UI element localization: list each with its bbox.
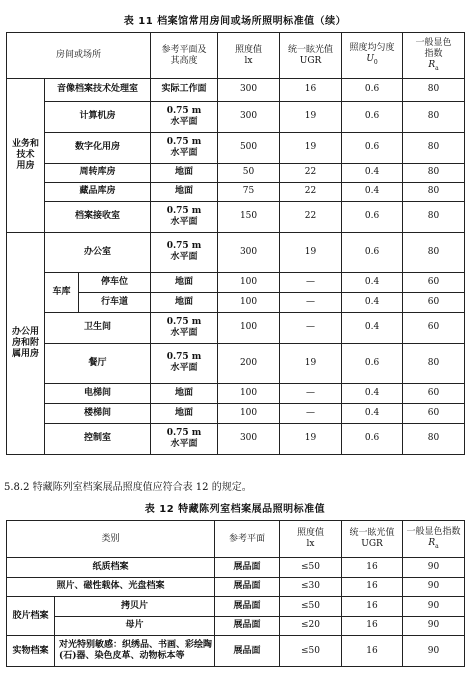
header-category: 类别	[7, 521, 215, 558]
ugr: 16	[342, 616, 403, 636]
film-group: 胶片档案	[7, 597, 55, 636]
ra: 90	[403, 558, 465, 578]
plane: 0.75 m 水平面	[151, 132, 218, 163]
room-name: 音像档案技术处理室	[45, 79, 151, 102]
table-row	[7, 132, 465, 163]
ugr: 16	[280, 79, 342, 102]
ugr: 16	[342, 577, 403, 597]
plane: 地面	[151, 383, 218, 403]
u0: 0.4	[342, 182, 403, 201]
ra: 60	[403, 272, 465, 292]
ra: 80	[403, 232, 465, 272]
category-name: 母片	[55, 616, 215, 636]
ra: 80	[403, 423, 465, 454]
table-row	[7, 636, 465, 667]
ugr: 16	[342, 636, 403, 667]
plane: 0.75 m 水平面	[151, 312, 218, 343]
room-name: 藏品库房	[45, 182, 151, 201]
lux: 300	[218, 232, 280, 272]
table-row	[7, 383, 465, 403]
plane: 0.75 m 水平面	[151, 343, 218, 383]
lux: 100	[218, 272, 280, 292]
ugr: 22	[280, 182, 342, 201]
table-12-header-row	[7, 521, 465, 558]
ugr: —	[280, 312, 342, 343]
ra: 90	[403, 636, 465, 667]
ra: 80	[403, 182, 465, 201]
lux: 300	[218, 101, 280, 132]
header-ugr: 统一眩光值 UGR	[342, 521, 403, 558]
header-lux: 照度值 lx	[280, 521, 342, 558]
table-row	[7, 312, 465, 343]
plane: 0.75 m 水平面	[151, 423, 218, 454]
header-ugr: 统一眩光值 UGR	[280, 33, 342, 79]
lux: ≤30	[280, 577, 342, 597]
ra: 90	[403, 577, 465, 597]
lux: 100	[218, 403, 280, 423]
table-12-caption: 表 12 特藏陈列室档案展品照明标准值	[144, 504, 326, 515]
lux: 150	[218, 201, 280, 232]
ugr: 22	[280, 163, 342, 182]
table-row	[7, 232, 465, 272]
lux: ≤50	[280, 597, 342, 617]
clause-5-8-2: 5.8.2 特藏陈列室档案展品照度值应符合表 12 的规定。	[4, 482, 252, 493]
room-name: 计算机房	[45, 101, 151, 132]
lux: 300	[218, 423, 280, 454]
u0: 0.6	[342, 232, 403, 272]
object-group: 实物档案	[7, 636, 55, 667]
ugr: 19	[280, 101, 342, 132]
ra: 60	[403, 312, 465, 343]
lux: 200	[218, 343, 280, 383]
plane: 展品面	[215, 597, 280, 617]
table-12	[6, 520, 465, 667]
room-name: 楼梯间	[45, 403, 151, 423]
plane: 展品面	[215, 558, 280, 578]
ra: 80	[403, 201, 465, 232]
lux: 100	[218, 383, 280, 403]
room-name: 卫生间	[45, 312, 151, 343]
u0: 0.4	[342, 163, 403, 182]
category-name: 照片、磁性载体、光盘档案	[7, 577, 215, 597]
table-row	[7, 201, 465, 232]
room-name: 周转库房	[45, 163, 151, 182]
header-u0: 照度均匀度 $U_0$	[342, 33, 403, 79]
table-11-caption: 表 11 档案馆常用房间或场所照明标准值（续）	[123, 16, 347, 27]
plane: 地面	[151, 272, 218, 292]
ra: 60	[403, 292, 465, 312]
ra: 90	[403, 597, 465, 617]
ugr: —	[280, 383, 342, 403]
table-row	[7, 597, 465, 617]
u0: 0.4	[342, 312, 403, 343]
u0: 0.6	[342, 132, 403, 163]
table-row	[7, 423, 465, 454]
category-name: 对光特别敏感：织绣品、书画、彩绘陶(石)器、染色皮革、动物标本等	[55, 636, 215, 667]
table-row	[7, 403, 465, 423]
table-row	[7, 616, 465, 636]
lux: ≤20	[280, 616, 342, 636]
ugr: —	[280, 292, 342, 312]
ra: 80	[403, 101, 465, 132]
ugr: 19	[280, 132, 342, 163]
table-11	[6, 32, 465, 455]
u0: 0.6	[342, 201, 403, 232]
u0: 0.4	[342, 383, 403, 403]
u0: 0.6	[342, 343, 403, 383]
ugr: —	[280, 403, 342, 423]
garage-label: 车库	[45, 272, 79, 312]
ra: 80	[403, 79, 465, 102]
table-row	[7, 163, 465, 182]
lux: 100	[218, 312, 280, 343]
lux: 75	[218, 182, 280, 201]
room-name: 数字化用房	[45, 132, 151, 163]
room-name: 行车道	[79, 292, 151, 312]
u0: 0.6	[342, 79, 403, 102]
table-row	[7, 182, 465, 201]
header-lux: 照度值 lx	[218, 33, 280, 79]
room-name: 控制室	[45, 423, 151, 454]
u0: 0.4	[342, 272, 403, 292]
plane: 0.75 m 水平面	[151, 201, 218, 232]
ugr: —	[280, 272, 342, 292]
room-name: 电梯间	[45, 383, 151, 403]
lux: 100	[218, 292, 280, 312]
u0: 0.6	[342, 423, 403, 454]
table-row	[7, 558, 465, 578]
ugr: 22	[280, 201, 342, 232]
u0: 0.6	[342, 101, 403, 132]
room-name: 停车位	[79, 272, 151, 292]
table-row	[7, 101, 465, 132]
lux: 500	[218, 132, 280, 163]
plane: 地面	[151, 163, 218, 182]
ra: 90	[403, 616, 465, 636]
ra: 80	[403, 343, 465, 383]
u0: 0.4	[342, 292, 403, 312]
header-ra: 一般显色指数 $R_a$	[403, 521, 465, 558]
ugr: 16	[342, 558, 403, 578]
lux: 50	[218, 163, 280, 182]
ugr: 19	[280, 343, 342, 383]
header-room: 房间或场所	[7, 33, 151, 79]
ugr: 19	[280, 232, 342, 272]
u0: 0.4	[342, 403, 403, 423]
table-row	[7, 272, 465, 292]
category-name: 纸质档案	[7, 558, 215, 578]
plane: 地面	[151, 182, 218, 201]
ugr: 19	[280, 423, 342, 454]
header-plane: 参考平面	[215, 521, 280, 558]
category-name: 拷贝片	[55, 597, 215, 617]
group-business: 业务和 技术 用房	[7, 79, 45, 233]
group-office: 办公用 房和附 属用房	[7, 232, 45, 454]
table-row	[7, 343, 465, 383]
table-row	[7, 577, 465, 597]
room-name: 办公室	[45, 232, 151, 272]
header-plane: 参考平面及其高度	[151, 33, 218, 79]
plane: 展品面	[215, 616, 280, 636]
ra: 60	[403, 403, 465, 423]
plane: 展品面	[215, 577, 280, 597]
ra: 60	[403, 383, 465, 403]
plane: 地面	[151, 403, 218, 423]
lux: 300	[218, 79, 280, 102]
plane: 0.75 m 水平面	[151, 232, 218, 272]
room-name: 档案接收室	[45, 201, 151, 232]
lux: ≤50	[280, 558, 342, 578]
plane: 展品面	[215, 636, 280, 667]
table-11-header-row	[7, 33, 465, 79]
lux: ≤50	[280, 636, 342, 667]
plane: 0.75 m 水平面	[151, 101, 218, 132]
ra: 80	[403, 163, 465, 182]
plane: 实际工作面	[151, 79, 218, 102]
table-row	[7, 79, 465, 102]
header-ra: 一般显色 指数 $R_a$	[403, 33, 465, 79]
ra: 80	[403, 132, 465, 163]
room-name: 餐厅	[45, 343, 151, 383]
plane: 地面	[151, 292, 218, 312]
ugr: 16	[342, 597, 403, 617]
